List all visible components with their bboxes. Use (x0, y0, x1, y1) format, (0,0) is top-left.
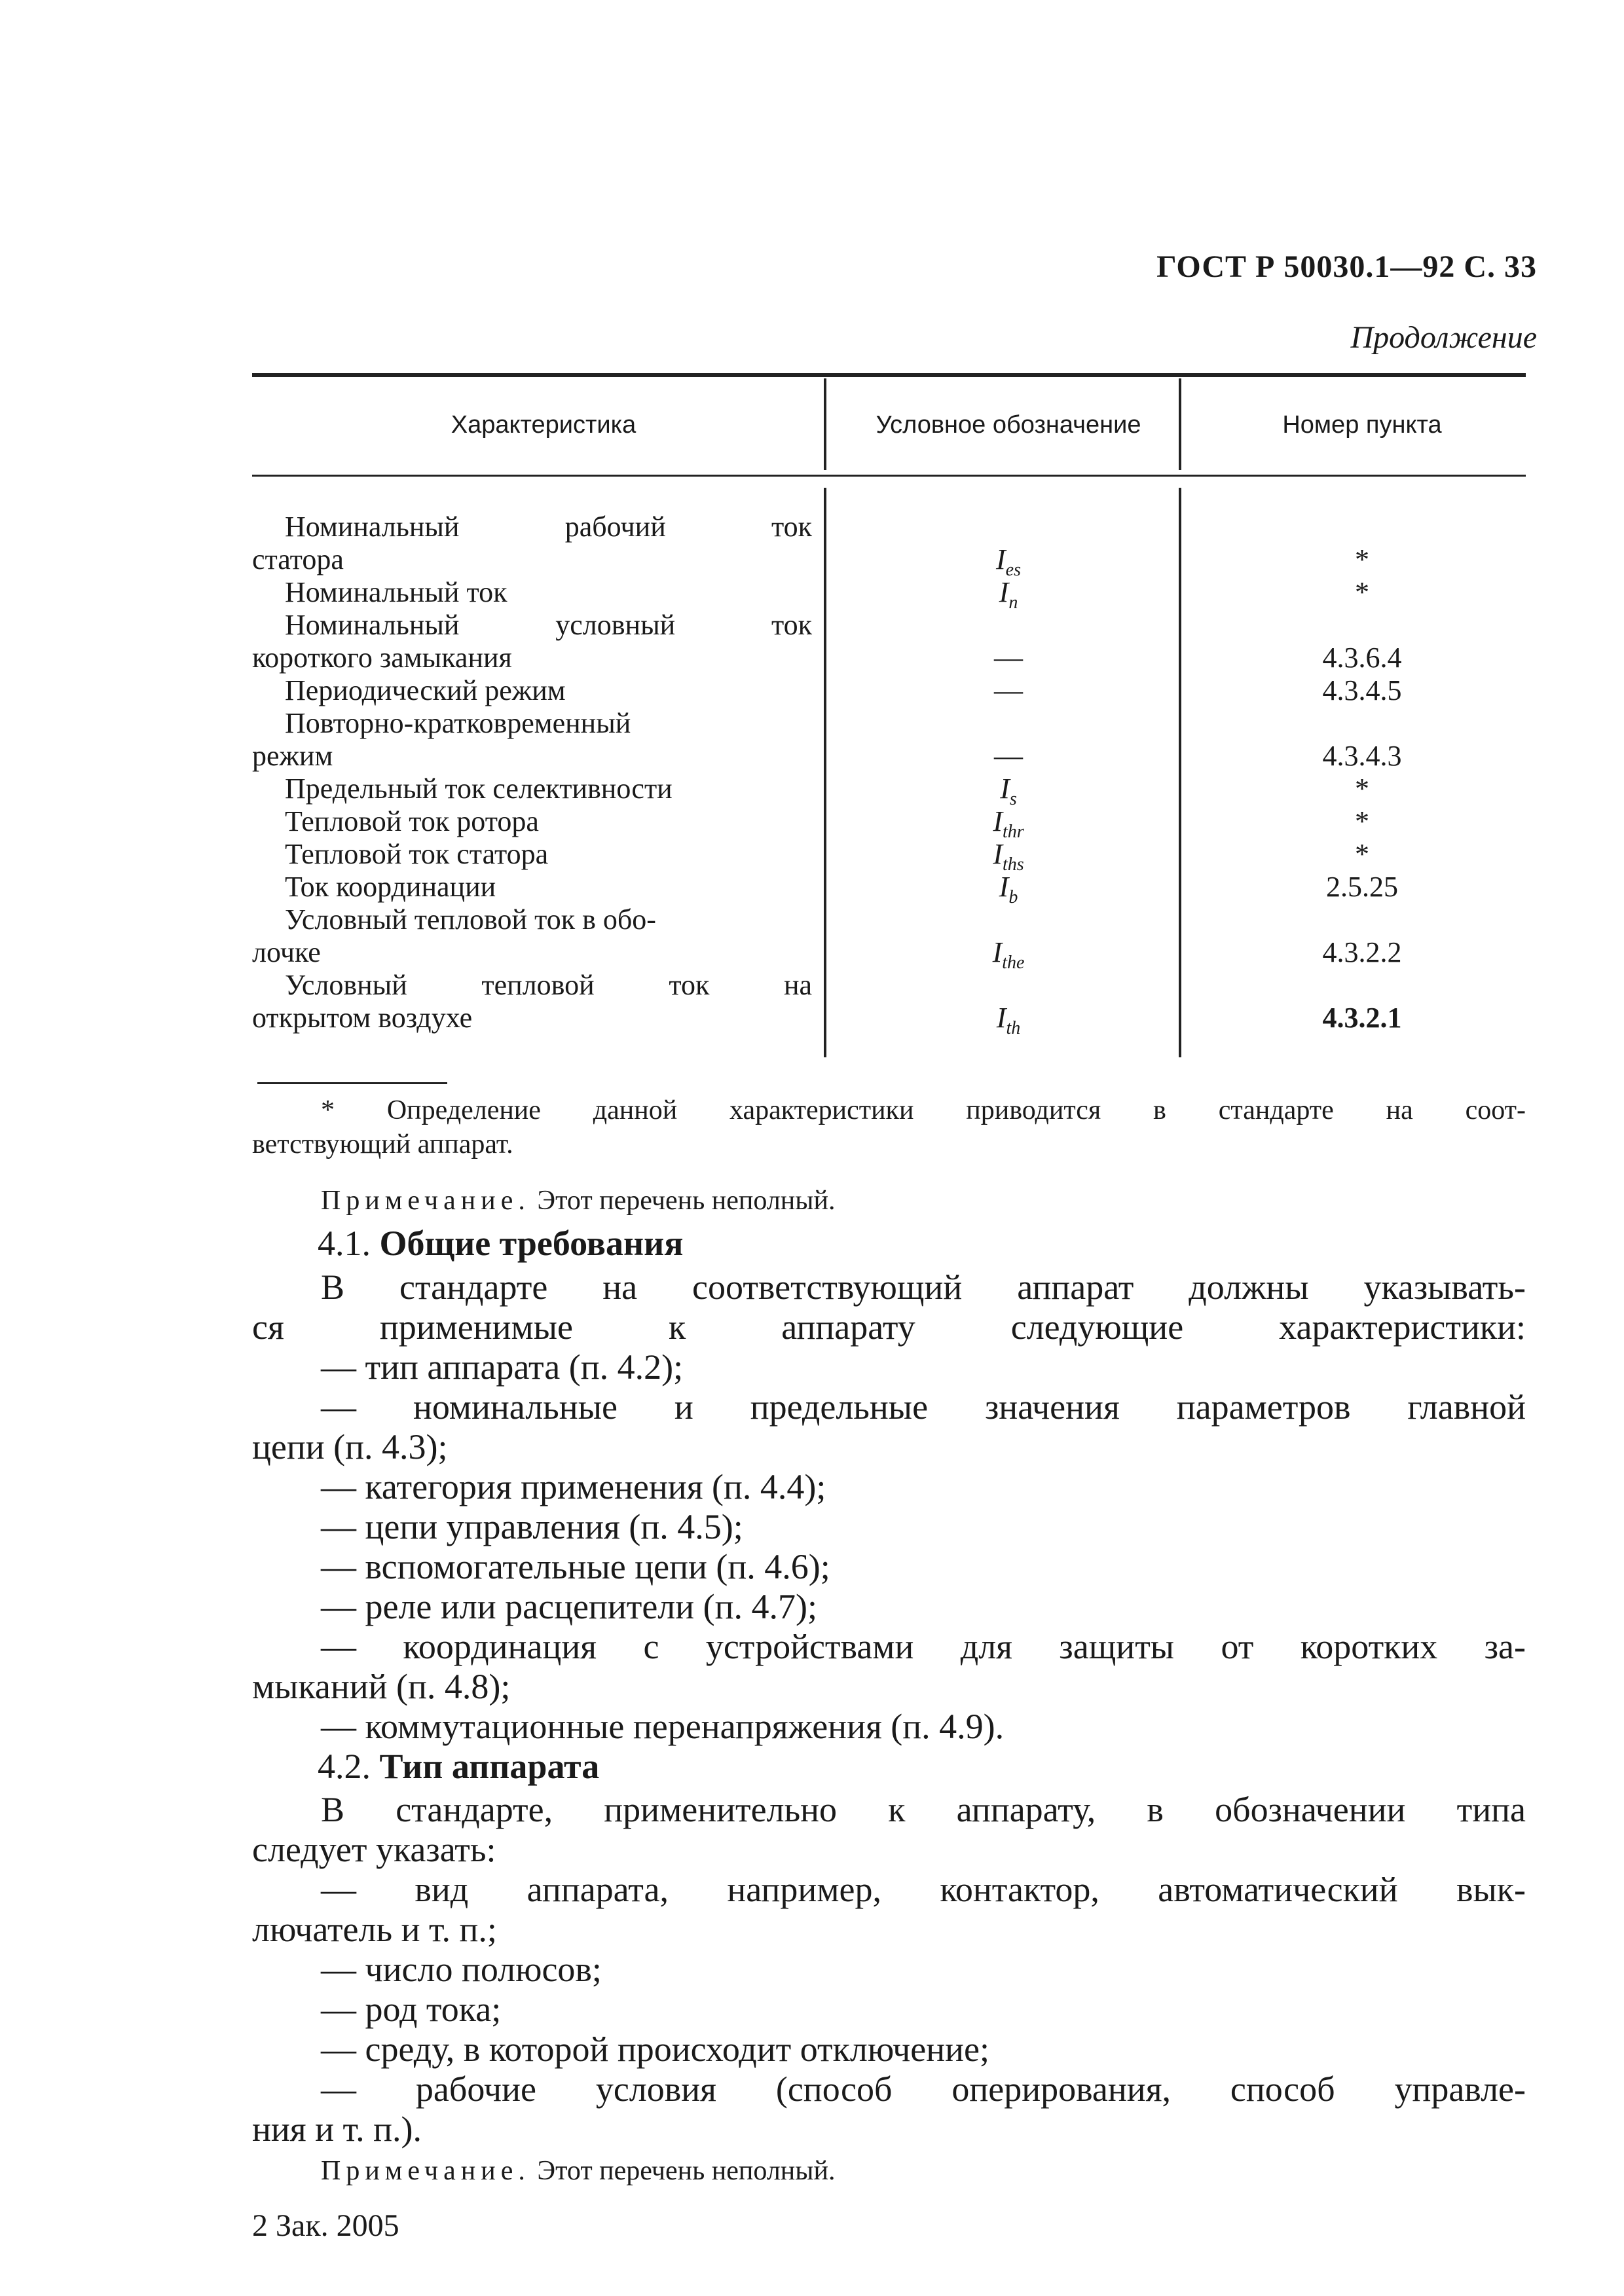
page-footer: 2 Зак. 2005 (252, 2208, 399, 2243)
section-4-1-line: — цепи управления (п. 4.5); (321, 1507, 743, 1546)
row-name: Ток координации (285, 871, 496, 903)
table-row (0, 903, 1624, 936)
row-clause: * (1355, 576, 1369, 608)
row-clause: 4.3.4.5 (1322, 674, 1402, 706)
section-4-2-line: следует указать: (252, 1830, 496, 1869)
section-4-2-line: В стандарте, применительно к аппарату, в обозначении типа (321, 1790, 1526, 1829)
row-name: Номинальный рабочий ток (285, 511, 813, 543)
row-clause: 4.3.4.3 (1322, 740, 1402, 772)
section-4-2-line: — число полюсов; (321, 1950, 602, 1989)
section-4-2-line: — рабочие условия (способ оперирования, способ управле- (321, 2069, 1526, 2109)
table-row (0, 936, 1624, 973)
row-clause: 4.3.6.4 (1322, 642, 1402, 674)
table-row (0, 740, 1624, 773)
section-4-1-line: цепи (п. 4.3); (252, 1427, 448, 1467)
row-symbol: $I_{th}$ (996, 1002, 1021, 1038)
table-row (0, 674, 1624, 707)
row-name: Повторно-кратковременный (285, 707, 631, 739)
section-4-1-line: ся применимые к аппарату следующие характеристики: (252, 1307, 1526, 1347)
row-clause: * (1355, 805, 1369, 837)
section-4-1-heading: 4.1. Общие требования (318, 1224, 684, 1263)
row-symbol: $I_n$ (999, 576, 1018, 613)
row-name: Условный тепловой ток в обо- (285, 903, 656, 936)
section-4-1-line: — номинальные и предельные значения параметров главной (321, 1387, 1526, 1427)
table-row (0, 576, 1624, 613)
row-name: Номинальный ток (285, 576, 507, 608)
continuation-label: Продолжение (1350, 320, 1537, 355)
table-header-symbol: Условное обозначение (876, 411, 1141, 439)
table-row (0, 1002, 1624, 1038)
section-4-2-heading: 4.2. Тип аппарата (318, 1747, 600, 1786)
section-4-1-line: — коммутационные перенапряжения (п. 4.9). (321, 1707, 1005, 1746)
row-symbol: $I_{thr}$ (993, 805, 1024, 842)
section-4-1-line: В стандарте на соответствующий аппарат должны указывать- (321, 1267, 1526, 1307)
row-name: открытом воздухе (252, 1002, 473, 1034)
note-2: Примечание. Этот перечень неполный. (321, 2156, 836, 2186)
row-clause: 4.3.2.1 (1322, 1002, 1402, 1034)
row-symbol: — (994, 674, 1023, 706)
row-name: Условный тепловой ток на (285, 969, 813, 1001)
section-4-1-line: — вспомогательные цепи (п. 4.6); (321, 1547, 830, 1586)
table-row (0, 805, 1624, 842)
row-name: Предельный ток селективности (285, 773, 673, 805)
note-1: Примечание. Этот перечень неполный. (321, 1186, 836, 1216)
row-clause: 4.3.2.2 (1322, 936, 1402, 968)
table-row (0, 969, 1624, 1002)
page-header: ГОСТ Р 50030.1—92 С. 33 (1156, 249, 1537, 284)
table-header-clause: Номер пункта (1282, 411, 1442, 439)
row-clause: 2.5.25 (1326, 871, 1398, 903)
section-4-2-line: ния и т. п.). (252, 2109, 422, 2149)
table-header-characteristic: Характеристика (451, 411, 637, 439)
row-name: Тепловой ток ротора (285, 805, 539, 837)
section-4-1-line: мыканий (п. 4.8); (252, 1667, 511, 1706)
table-row (0, 609, 1624, 642)
row-name: Номинальный условный ток (285, 609, 812, 641)
row-clause: * (1355, 543, 1369, 575)
table-top-rule (252, 373, 1526, 377)
row-symbol: $I_b$ (999, 871, 1018, 907)
section-4-2-line: — род тока; (321, 1990, 502, 2029)
row-symbol: $I_{the}$ (992, 936, 1025, 973)
row-name: лочке (252, 936, 321, 968)
row-name: режим (252, 740, 333, 772)
table-row (0, 838, 1624, 875)
row-symbol: $I_{es}$ (996, 543, 1021, 580)
section-4-1-line: — реле или расцепители (п. 4.7); (321, 1587, 818, 1626)
row-name: короткого замыкания (252, 642, 512, 674)
table-row (0, 773, 1624, 809)
row-name: Периодический режим (285, 674, 566, 706)
section-4-2-line: — вид аппарата, например, контактор, автоматический вык- (321, 1870, 1526, 1909)
footnote-rule (257, 1082, 447, 1084)
row-name: статора (252, 543, 344, 575)
section-4-1-line: — координация с устройствами для защиты от коротких за- (321, 1627, 1526, 1666)
footnote-line-2: ветствующий аппарат. (252, 1129, 513, 1159)
table-row (0, 543, 1624, 580)
section-4-2-line: лючатель и т. п.; (252, 1910, 497, 1949)
table-row (0, 707, 1624, 740)
section-4-1-line: — тип аппарата (п. 4.2); (321, 1347, 684, 1387)
section-4-2-line: — среду, в которой происходит отключение; (321, 2030, 990, 2069)
footnote-line-1: * Определение данной характеристики приводится в стандарте на соот- (321, 1095, 1526, 1125)
table-row (0, 642, 1624, 674)
row-symbol: — (994, 642, 1023, 674)
row-clause: * (1355, 773, 1369, 805)
row-symbol: $I_{ths}$ (993, 838, 1024, 875)
row-symbol: — (994, 740, 1023, 772)
table-header-rule (252, 475, 1526, 477)
table-row (0, 871, 1624, 907)
row-symbol: $I_s$ (1000, 773, 1017, 809)
row-name: Тепловой ток статора (285, 838, 549, 870)
table-row (0, 511, 1624, 543)
section-4-1-line: — категория применения (п. 4.4); (321, 1467, 826, 1506)
row-clause: * (1355, 838, 1369, 870)
